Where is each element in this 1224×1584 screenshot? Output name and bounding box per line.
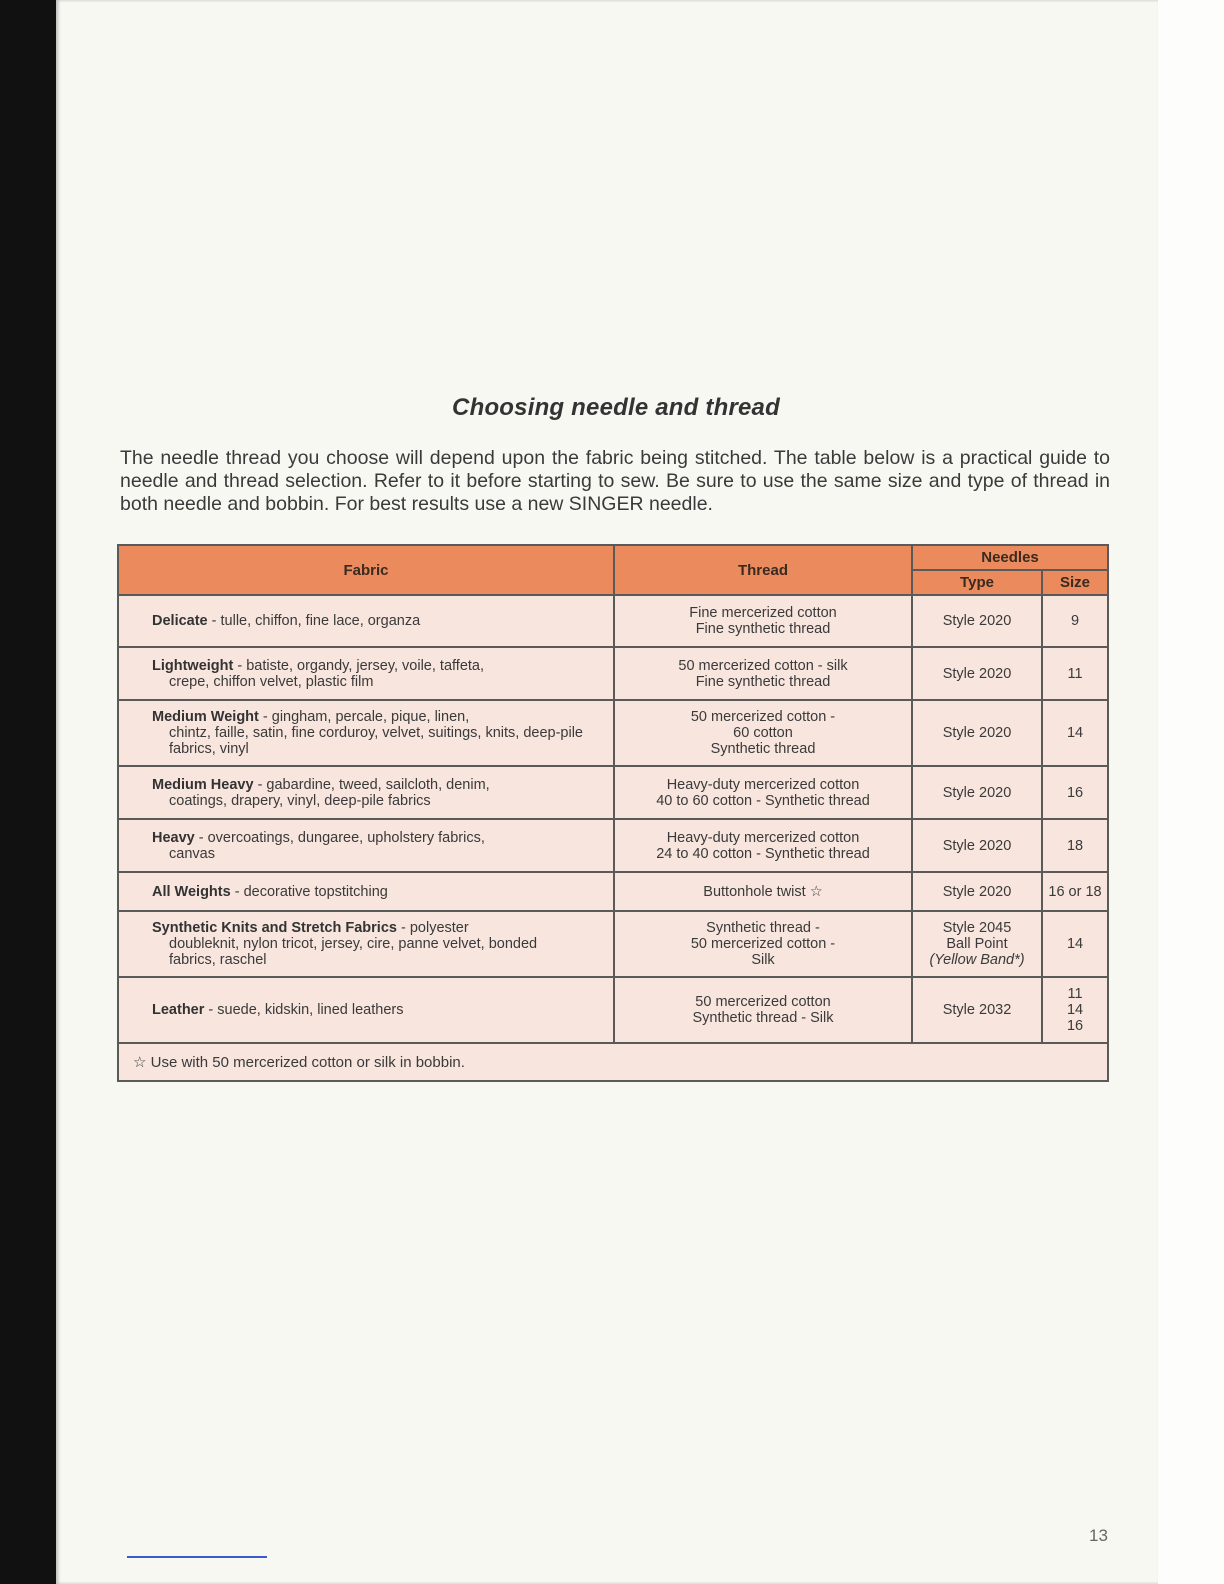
fabric-cell bbox=[118, 911, 614, 977]
needle-type-cell bbox=[912, 872, 1042, 911]
fabric-description: - gabardine, tweed, sailcloth, denim, bbox=[253, 776, 490, 793]
fabric-description: - tulle, chiffon, fine lace, organza bbox=[207, 613, 421, 629]
needle-size-cell bbox=[1042, 595, 1108, 647]
thread-cell-line: 40 to 60 cotton - Synthetic thread bbox=[656, 792, 870, 809]
header-thread: Thread bbox=[614, 545, 912, 595]
fabric-cell bbox=[118, 647, 614, 700]
header-size: Size bbox=[1042, 570, 1108, 595]
scan-artifact-line bbox=[127, 1556, 267, 1558]
fabric-description-continued: doubleknit, nylon tricot, jersey, cire, panne velvet, bonded fabrics, raschel bbox=[169, 936, 538, 968]
needle-thread-table bbox=[117, 544, 1109, 1082]
needle-size-cell bbox=[1042, 647, 1108, 700]
thread-cell-line: 50 mercerized cotton - silk bbox=[678, 657, 848, 674]
thread-cell-line: Heavy-duty mercerized cotton bbox=[666, 829, 860, 846]
thread-cell-line: 60 cotton bbox=[733, 725, 793, 741]
fabric-description: - batiste, organdy, jersey, voile, taffeta, bbox=[233, 657, 484, 674]
table-row bbox=[118, 700, 1108, 766]
thread-cell-line: Heavy-duty mercerized cotton bbox=[666, 776, 860, 793]
needle-type-cell bbox=[912, 911, 1042, 977]
thread-cell bbox=[614, 647, 912, 700]
fabric-description: - overcoatings, dungaree, upholstery fabrics, bbox=[194, 829, 485, 846]
needle-size-cell-line: 9 bbox=[1070, 613, 1080, 629]
needle-size-cell bbox=[1042, 700, 1108, 766]
manual-page bbox=[56, 0, 1158, 1584]
fabric-description-continued: coatings, drapery, vinyl, deep-pile fabrics bbox=[169, 792, 431, 809]
fabric-cell bbox=[118, 595, 614, 647]
thread-cell bbox=[614, 872, 912, 911]
thread-cell-line: Synthetic thread - bbox=[706, 920, 820, 936]
thread-cell bbox=[614, 819, 912, 872]
page-title: Choosing needle and thread bbox=[452, 394, 780, 421]
thread-cell-line: Silk bbox=[751, 952, 775, 968]
thread-cell-line: 24 to 40 cotton - Synthetic thread bbox=[656, 845, 870, 862]
table-row bbox=[118, 872, 1108, 911]
needle-type-cell-line: Style 2020 bbox=[942, 613, 1012, 629]
needle-size-cell-line: 14 bbox=[1066, 936, 1084, 952]
fabric-name: Heavy bbox=[152, 829, 195, 846]
fabric-name: Lightweight bbox=[152, 657, 234, 674]
thread-cell-line: Synthetic thread - Silk bbox=[692, 1010, 834, 1026]
needle-size-cell-line: 11 bbox=[1067, 986, 1083, 1002]
scan-right-edge bbox=[1158, 0, 1224, 1584]
needle-type-cell-line: Style 2032 bbox=[942, 1002, 1012, 1018]
needle-type-cell bbox=[912, 819, 1042, 872]
needle-size-cell bbox=[1042, 872, 1108, 911]
table-row bbox=[118, 647, 1108, 700]
fabric-description: - suede, kidskin, lined leathers bbox=[204, 1002, 404, 1018]
thread-cell-line: 50 mercerized cotton - bbox=[690, 936, 836, 952]
needle-type-cell bbox=[912, 647, 1042, 700]
fabric-description: - decorative topstitching bbox=[230, 883, 388, 900]
needle-type-cell-line: Style 2020 bbox=[942, 837, 1012, 854]
intro-paragraph: The needle thread you choose will depend upon the fabric being stitched. The table below is a practical guide to needle and thread selection. Refer to it before starting to sew. Be sure to use the same size and type of thread in both needle and bobbin. For best results use a new SINGER needle. bbox=[120, 447, 1110, 515]
thread-cell bbox=[614, 700, 912, 766]
needle-type-cell bbox=[912, 977, 1042, 1043]
needle-size-cell-line: 14 bbox=[1066, 1002, 1084, 1018]
needle-type-cell-line: Style 2020 bbox=[942, 725, 1012, 741]
table-row bbox=[118, 595, 1108, 647]
needle-type-cell bbox=[912, 700, 1042, 766]
scan-left-edge bbox=[0, 0, 56, 1584]
table-row bbox=[118, 977, 1108, 1043]
fabric-cell bbox=[118, 700, 614, 766]
needle-size-cell-line: 16 bbox=[1066, 784, 1084, 801]
needle-size-cell-line: 18 bbox=[1066, 837, 1084, 854]
thread-cell bbox=[614, 911, 912, 977]
needle-type-cell bbox=[912, 766, 1042, 819]
thread-cell-line: 50 mercerized cotton bbox=[695, 994, 831, 1010]
thread-cell-line: Fine synthetic thread bbox=[695, 673, 831, 690]
needle-size-cell bbox=[1042, 911, 1108, 977]
needle-type-cell-line: (Yellow Band*) bbox=[929, 952, 1025, 968]
needle-type-cell-line: Style 2020 bbox=[942, 883, 1012, 900]
needle-size-cell-line: 16 bbox=[1066, 1018, 1084, 1034]
page-number: 13 bbox=[1089, 1526, 1108, 1545]
needle-size-cell bbox=[1042, 819, 1108, 872]
thread-cell-line: Fine synthetic thread bbox=[695, 621, 831, 637]
needle-type-cell bbox=[912, 595, 1042, 647]
fabric-name: Delicate bbox=[152, 613, 208, 629]
needle-size-cell bbox=[1042, 977, 1108, 1043]
fabric-name: Medium Heavy bbox=[152, 776, 254, 793]
table-row bbox=[118, 766, 1108, 819]
needle-size-cell-line: 11 bbox=[1067, 665, 1083, 682]
thread-cell-line: Fine mercerized cotton bbox=[689, 605, 837, 621]
fabric-description: - polyester bbox=[396, 920, 469, 936]
thread-cell bbox=[614, 766, 912, 819]
thread-cell-line: 50 mercerized cotton - bbox=[690, 709, 836, 725]
thread-cell bbox=[614, 595, 912, 647]
table-row bbox=[118, 819, 1108, 872]
fabric-description: - gingham, percale, pique, linen, bbox=[258, 709, 470, 725]
thread-cell-line: Buttonhole twist ☆ bbox=[703, 883, 823, 900]
header-needles: Needles bbox=[912, 545, 1108, 570]
fabric-cell bbox=[118, 872, 614, 911]
header-fabric: Fabric bbox=[118, 545, 614, 595]
fabric-cell bbox=[118, 977, 614, 1043]
fabric-description-continued: chintz, faille, satin, fine corduroy, velvet, suitings, knits, deep-pile fabrics, vinyl bbox=[169, 725, 583, 757]
fabric-name: Leather bbox=[152, 1002, 205, 1018]
fabric-name: All Weights bbox=[152, 883, 231, 900]
fabric-description-continued: canvas bbox=[169, 845, 215, 862]
thread-cell bbox=[614, 977, 912, 1043]
thread-cell-line: Synthetic thread bbox=[710, 741, 816, 757]
fabric-cell bbox=[118, 819, 614, 872]
table-body bbox=[118, 595, 1108, 1043]
fabric-name: Medium Weight bbox=[152, 709, 259, 725]
needle-type-cell-line: Ball Point bbox=[946, 936, 1008, 952]
header-type: Type bbox=[912, 570, 1042, 595]
fabric-description-continued: crepe, chiffon velvet, plastic film bbox=[169, 673, 374, 690]
needle-size-cell-line: 16 or 18 bbox=[1048, 883, 1102, 900]
table-row bbox=[118, 911, 1108, 977]
needle-size-cell bbox=[1042, 766, 1108, 819]
fabric-cell bbox=[118, 766, 614, 819]
needle-type-cell-line: Style 2020 bbox=[942, 665, 1012, 682]
needle-size-cell-line: 14 bbox=[1066, 725, 1084, 741]
needle-type-cell-line: Style 2020 bbox=[942, 784, 1012, 801]
needle-type-cell-line: Style 2045 bbox=[942, 920, 1012, 936]
fabric-name: Synthetic Knits and Stretch Fabrics bbox=[152, 920, 397, 936]
table-footnote: ☆ Use with 50 mercerized cotton or silk in bobbin. bbox=[118, 1043, 1108, 1081]
